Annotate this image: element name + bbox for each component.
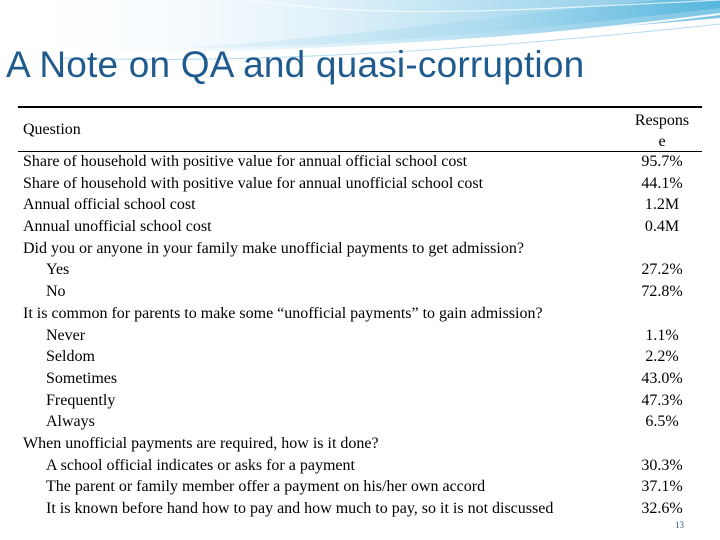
table-row bbox=[0, 195, 720, 217]
table-top-rule bbox=[18, 106, 702, 108]
table-row bbox=[0, 260, 720, 282]
table-row bbox=[0, 282, 720, 304]
row-value: 6.5% bbox=[645, 413, 679, 431]
row-value: 43.0% bbox=[641, 369, 683, 387]
row-question: Share of household with positive value for annual unofficial school cost bbox=[23, 174, 484, 192]
row-value: 37.1% bbox=[641, 478, 683, 496]
row-value: 1.1% bbox=[645, 326, 679, 344]
header-response-line2: e bbox=[658, 133, 666, 150]
row-question: It is common for parents to make some “unofficial payments” to gain admission? bbox=[23, 304, 543, 322]
row-question: Never bbox=[46, 326, 86, 344]
table-row bbox=[0, 347, 720, 369]
row-value: 32.6% bbox=[641, 500, 683, 517]
row-question: Yes bbox=[46, 261, 70, 279]
row-value: 72.8% bbox=[641, 283, 683, 301]
row-value: 0.4M bbox=[644, 218, 680, 236]
table-row bbox=[0, 239, 720, 261]
row-value: 47.3% bbox=[641, 391, 683, 409]
row-value: 1.2M bbox=[644, 196, 680, 214]
row-question: No bbox=[46, 283, 66, 301]
table-row bbox=[0, 369, 720, 391]
row-question: The parent or family member offer a payment on his/her own accord bbox=[46, 478, 486, 496]
row-question: Share of household with positive value for annual official school cost bbox=[23, 153, 468, 170]
table-row bbox=[0, 477, 720, 499]
row-question: Annual unofficial school cost bbox=[23, 218, 212, 236]
table-row bbox=[0, 152, 720, 174]
header-question: Question bbox=[23, 121, 81, 138]
table-row bbox=[0, 174, 720, 196]
row-value: 2.2% bbox=[645, 348, 679, 366]
row-question: Always bbox=[46, 413, 95, 431]
row-value: 30.3% bbox=[641, 456, 683, 474]
row-question: Frequently bbox=[46, 391, 116, 409]
table-row bbox=[0, 456, 720, 478]
page-number: 13 bbox=[675, 520, 684, 530]
header-response-line1: Respons bbox=[634, 112, 690, 129]
header-response bbox=[626, 110, 698, 152]
table-body bbox=[0, 152, 720, 521]
row-question: Annual official school cost bbox=[23, 196, 196, 214]
row-question: Seldom bbox=[46, 348, 95, 366]
row-question: When unofficial payments are required, how is it done? bbox=[23, 434, 379, 452]
table-row bbox=[0, 412, 720, 434]
row-question: It is known before hand how to pay and how much to pay, so it is not discussed bbox=[46, 500, 554, 517]
row-question: Sometimes bbox=[46, 369, 118, 387]
row-value: 27.2% bbox=[641, 261, 683, 279]
row-value: 95.7% bbox=[641, 153, 683, 170]
table-row bbox=[0, 326, 720, 348]
row-value: 44.1% bbox=[641, 174, 683, 192]
table-row bbox=[0, 304, 720, 326]
table-row bbox=[0, 217, 720, 239]
table-row bbox=[0, 499, 720, 521]
row-question: A school official indicates or asks for a payment bbox=[46, 456, 355, 474]
table-row bbox=[0, 434, 720, 456]
table-row bbox=[0, 391, 720, 413]
row-question: Did you or anyone in your family make unofficial payments to get admission? bbox=[23, 239, 524, 257]
slide-title: A Note on QA and quasi-corruption bbox=[6, 44, 585, 85]
